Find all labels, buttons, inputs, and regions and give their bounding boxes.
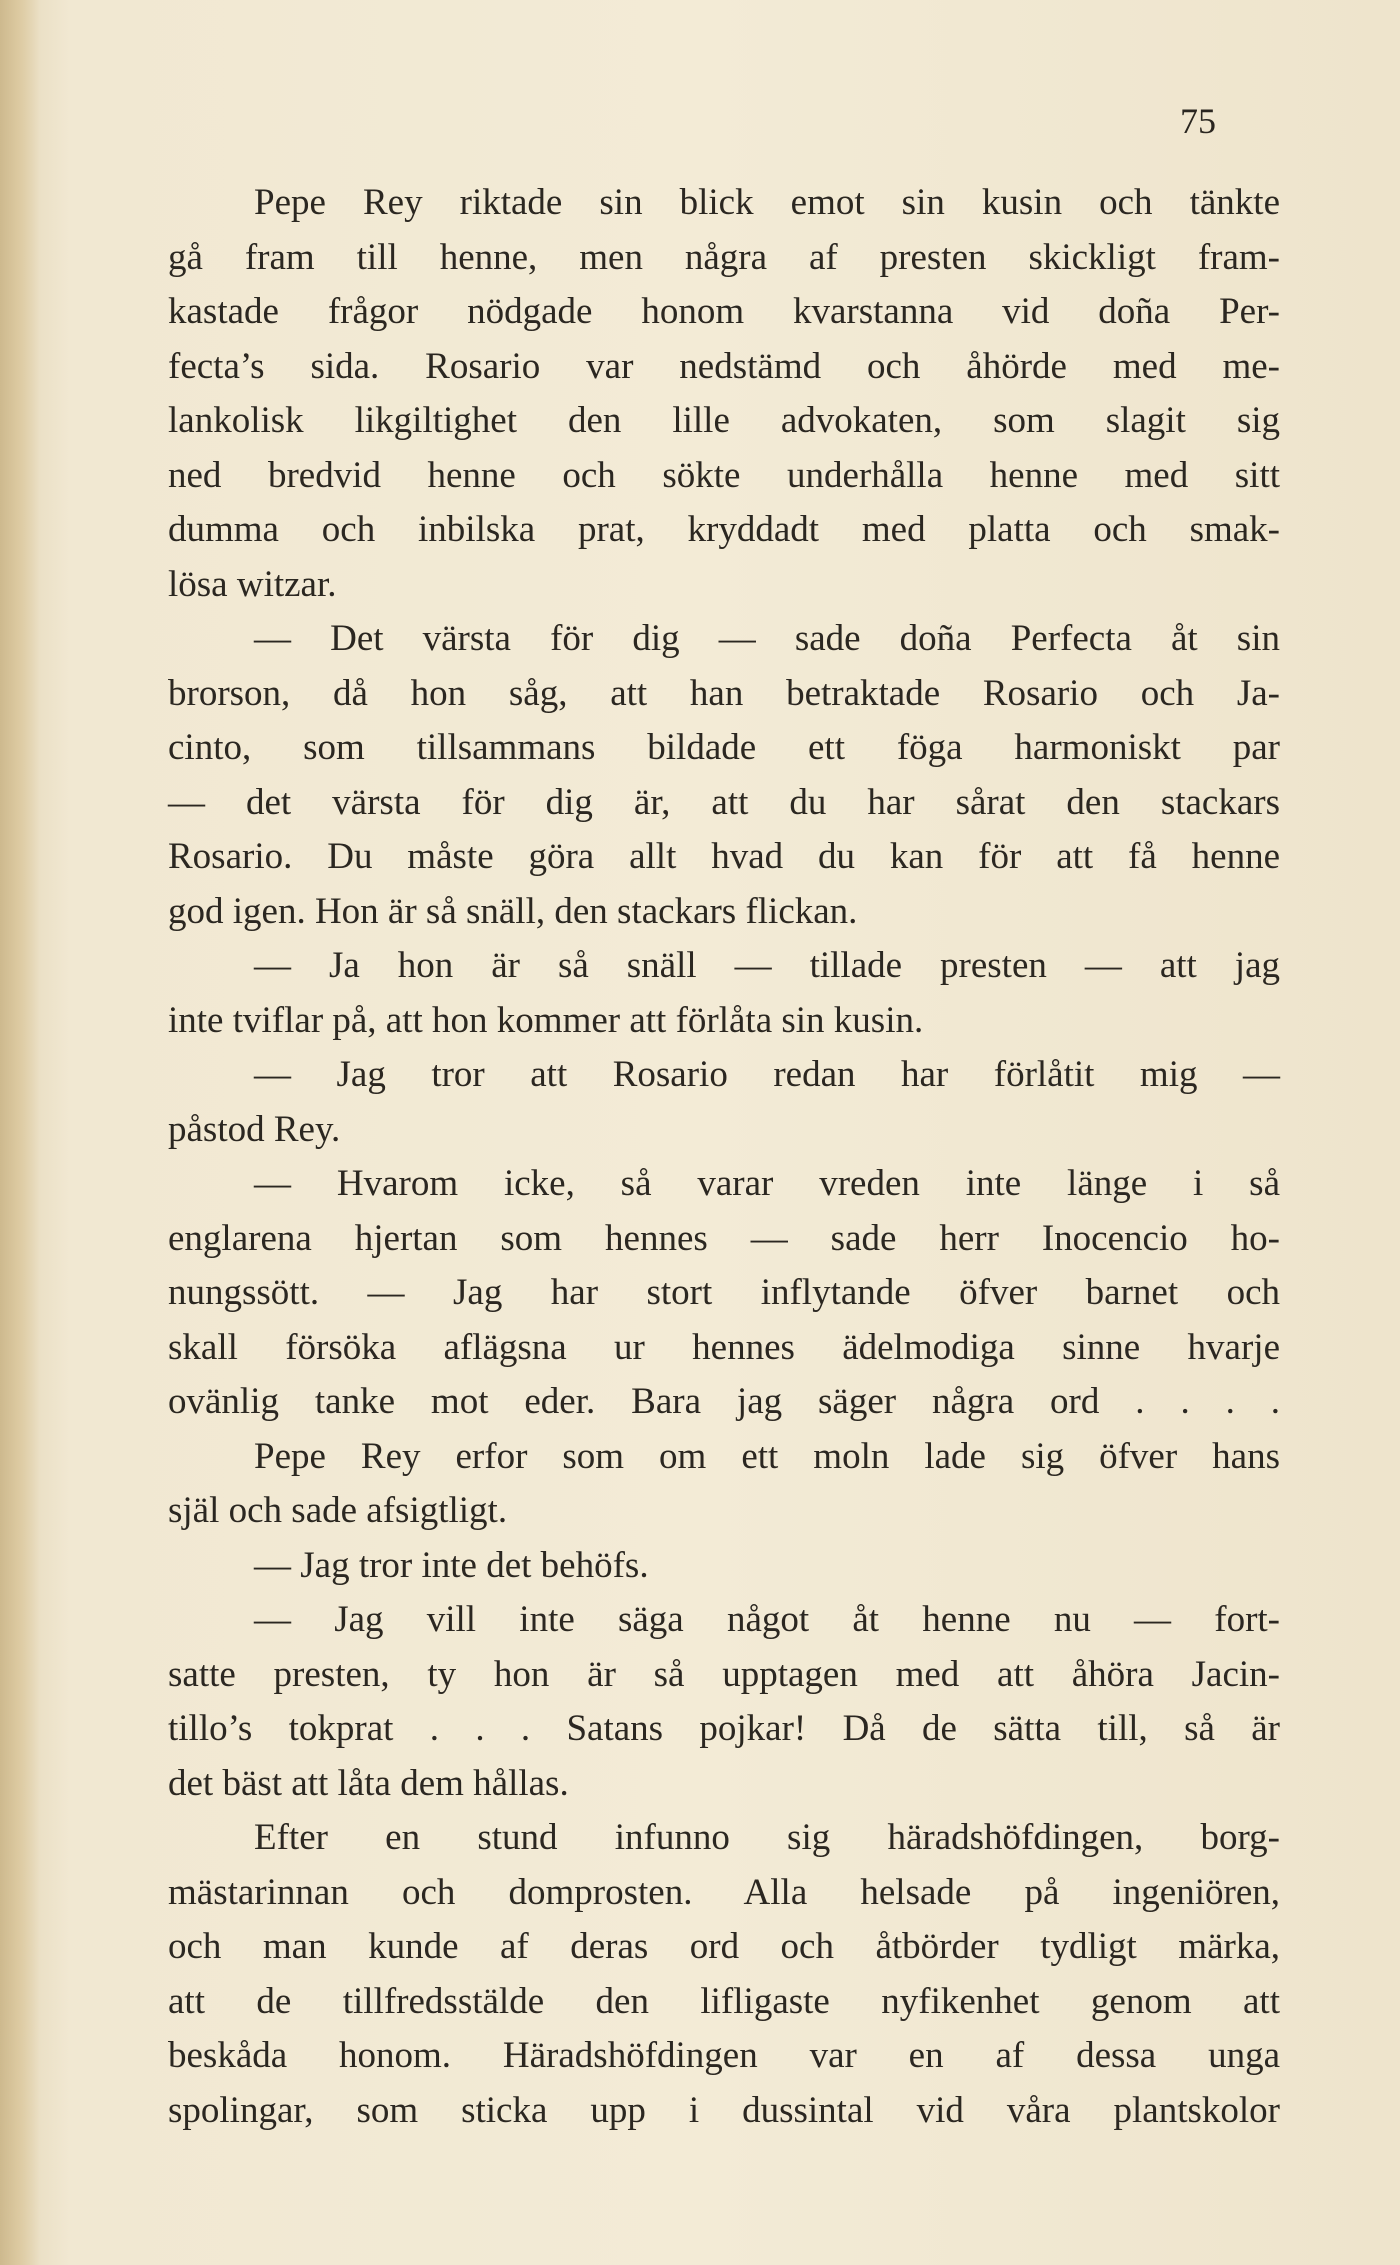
text-line: nungssött. — Jag har stort inflytande öfver barnet och	[168, 1272, 1280, 1313]
text-line: spolingar, som sticka upp i dussintal vid våra plantskolor	[168, 2089, 1280, 2131]
text-line: och man kunde af deras ord och åtbörder tydligt märka,	[168, 1926, 1280, 1967]
text-line: det bäst att låta dem hållas.	[168, 1762, 569, 1804]
text-line: satte presten, ty hon är så upptagen med att åhöra Jacin-	[168, 1653, 1280, 1695]
text-line: Pepe Rey erfor som om ett moln lade sig öfver hans	[254, 1435, 1280, 1477]
text-line: beskåda honom. Häradshöfdingen var en af dessa unga	[168, 2035, 1280, 2076]
text-line: — Ja hon är så snäll — tillade presten — att jag	[254, 945, 1280, 986]
text-line: fecta’s sida. Rosario var nedstämd och åhörde med me-	[168, 345, 1280, 387]
text-line: — Jag vill inte säga något åt henne nu — fort-	[254, 1599, 1280, 1640]
text-line: — det värsta för dig är, att du har sårat den stackars	[168, 781, 1280, 823]
text-line: — Jag tror att Rosario redan har förlåtit mig —	[254, 1054, 1280, 1095]
text-line: Rosario. Du måste göra allt hvad du kan för att få henne	[168, 836, 1280, 877]
text-line: påstod Rey.	[168, 1108, 341, 1150]
text-line: ovänlig tanke mot eder. Bara jag säger några ord . . . .	[168, 1381, 1280, 1422]
text-line: att de tillfredsstälde den lifligaste nyfikenhet genom att	[168, 1980, 1280, 2022]
spine-shadow	[0, 0, 40, 2265]
text-line: — Hvarom icke, så varar vreden inte länge i så	[254, 1163, 1280, 1204]
text-line: lösa witzar.	[168, 563, 337, 605]
text-line: — Det värsta för dig — sade doña Perfecta åt sin	[254, 618, 1280, 659]
text-line: — Jag tror inte det behöfs.	[254, 1544, 649, 1586]
text-line: tillo’s tokprat . . . Satans pojkar! Då de sätta till, så är	[168, 1708, 1280, 1749]
text-line: Efter en stund infunno sig häradshöfdingen, borg-	[254, 1817, 1280, 1858]
text-line: god igen. Hon är så snäll, den stackars flickan.	[168, 890, 858, 932]
text-line: englarena hjertan som hennes — sade herr Inocencio ho-	[168, 1217, 1280, 1259]
text-line: skall försöka aflägsna ur hennes ädelmodiga sinne hvarje	[168, 1326, 1280, 1368]
text-line: mästarinnan och domprosten. Alla helsade på ingeniören,	[168, 1871, 1280, 1913]
page-number: 75	[1180, 101, 1216, 141]
text-line: ned bredvid henne och sökte underhålla henne med sitt	[168, 454, 1280, 496]
text-line: brorson, då hon såg, att han betraktade Rosario och Ja-	[168, 672, 1280, 714]
text-line: dumma och inbilska prat, kryddadt med platta och smak-	[168, 509, 1280, 550]
text-line: inte tviflar på, att hon kommer att förlåta sin kusin.	[168, 999, 924, 1041]
text-line: kastade frågor nödgade honom kvarstanna vid doña Per-	[168, 291, 1280, 332]
text-line: cinto, som tillsammans bildade ett föga harmoniskt par	[168, 727, 1280, 768]
text-line: gå fram till henne, men några af presten skickligt fram-	[168, 236, 1280, 278]
text-line: själ och sade afsigtligt.	[168, 1490, 508, 1531]
text-line: Pepe Rey riktade sin blick emot sin kusin och tänkte	[254, 182, 1280, 223]
body-text	[168, 176, 1280, 2138]
text-line: lankolisk likgiltighet den lille advokaten, som slagit sig	[168, 400, 1280, 441]
